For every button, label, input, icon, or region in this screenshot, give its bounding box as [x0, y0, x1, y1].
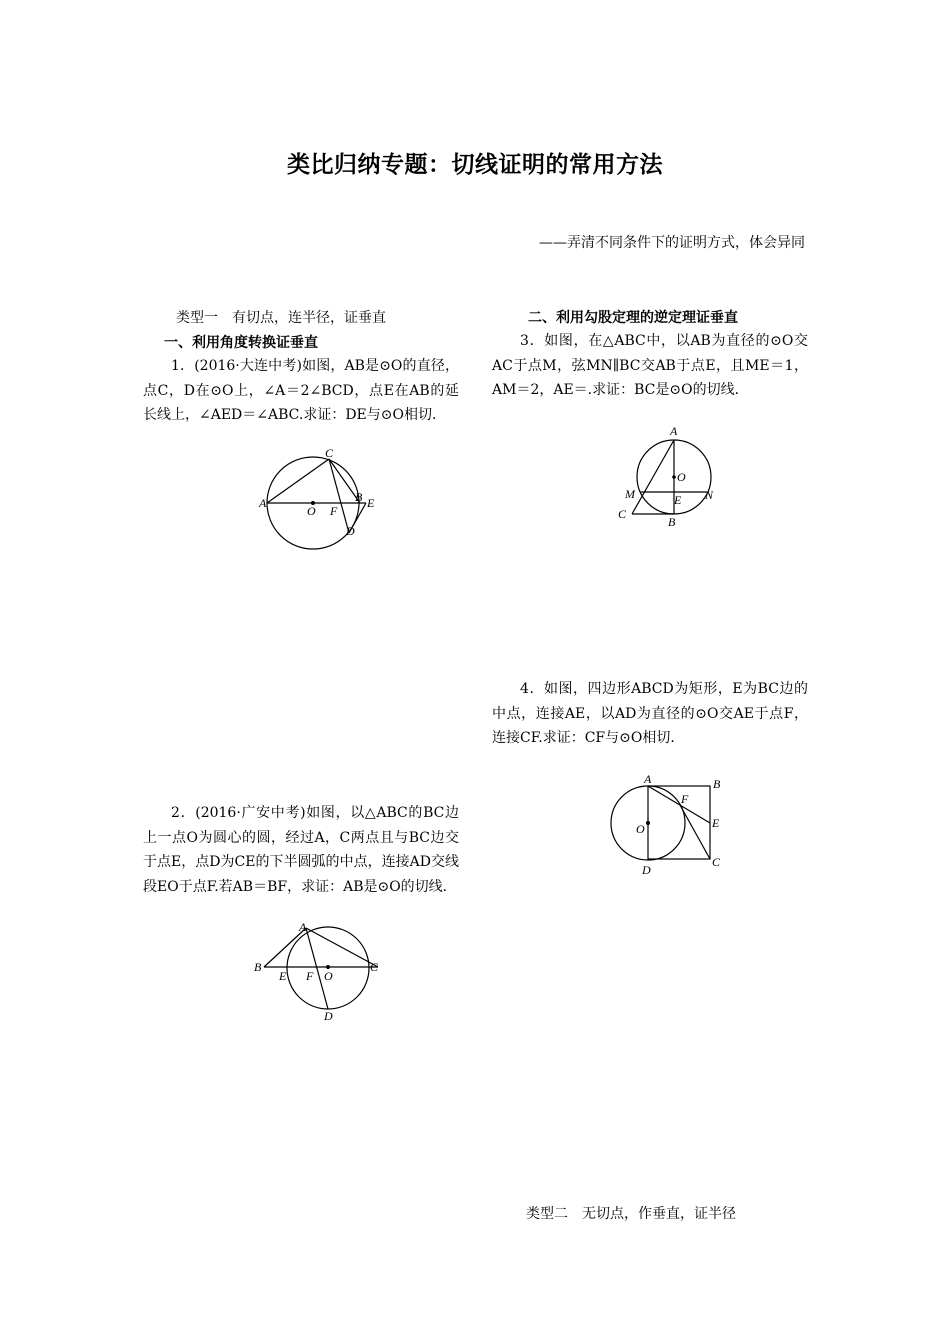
fig3-label-m: M — [625, 487, 635, 501]
fig4-label-f: F — [681, 792, 689, 806]
problem-3-text: 3．如图，在△ABC中，以AB为直径的⊙O交AC于点M，弦MN∥BC交AB于点E，且ME＝1，AM＝2，AE＝.求证：BC是⊙O的切线． — [492, 333, 808, 398]
fig4-rectangle-abcd — [648, 786, 710, 859]
fig4-label-a: A — [644, 772, 652, 786]
fig2-label-a: A — [299, 920, 307, 934]
type-two-heading: 类型二 无切点，作垂直，证半径 — [526, 1206, 736, 1222]
fig3-label-a: A — [670, 424, 678, 438]
fig1-label-b: B — [355, 490, 363, 504]
fig2-label-c: C — [370, 960, 379, 974]
figure-1 — [250, 445, 390, 550]
fig2-line-ac — [306, 928, 378, 967]
fig4-label-d: D — [642, 863, 651, 877]
fig4-label-o: O — [636, 822, 645, 836]
problem-4 — [492, 677, 808, 751]
fig4-center-dot — [646, 821, 650, 825]
fig4-line-ae — [648, 786, 710, 823]
fig1-label-e: E — [367, 496, 375, 510]
fig2-label-o: O — [324, 969, 333, 983]
problem-2-text: 2．(2016·广安中考)如图，以△ABC的BC边上一点O为圆心的圆，经过A，C两点且与BC边交于点E，点D为CE的下半圆弧的中点，连接AD交线段EO于点F.若AB＝BF，求证：AB是⊙O的切线． — [143, 805, 459, 895]
fig2-label-e: E — [279, 969, 287, 983]
fig3-line-ac — [632, 440, 674, 514]
section-two-heading: 二、利用勾股定理的逆定理证垂直 — [528, 310, 738, 326]
fig3-center-dot — [672, 475, 676, 479]
fig3-label-b: B — [668, 515, 676, 527]
fig1-label-d: D — [346, 524, 355, 538]
type-one-heading: 类型一 有切点，连半径，证垂直 — [176, 310, 386, 326]
fig4-label-e: E — [712, 816, 720, 830]
section-one-heading: 一、利用角度转换证垂直 — [164, 335, 318, 351]
fig1-label-c: C — [325, 446, 334, 460]
problem-4-text: 4．如图，四边形ABCD为矩形，E为BC边的中点，连接AE，以AD为直径的⊙O交AE于点F，连接CF.求证：CF与⊙O相切． — [492, 681, 808, 746]
fig1-chord-ac — [267, 459, 329, 503]
fig4-label-b: B — [713, 777, 721, 791]
problem-1 — [143, 354, 459, 428]
fig3-label-e: E — [674, 493, 682, 507]
fig1-label-o: O — [307, 504, 316, 518]
page-subtitle: ——弄清不同条件下的证明方式，体会异同 — [539, 235, 805, 251]
problem-1-text: 1．(2016·大连中考)如图，AB是⊙O的直径，点C，D在⊙O上，∠A＝2∠BCD，点E在AB的延长线上，∠AED＝∠ABC.求证：DE与⊙O相切． — [143, 358, 459, 423]
figure-2 — [248, 918, 393, 1020]
fig3-label-n: N — [705, 488, 714, 502]
fig2-label-d: D — [324, 1009, 333, 1020]
fig1-label-f: F — [330, 504, 338, 518]
figure-4 — [600, 770, 730, 882]
fig4-label-c: C — [712, 855, 721, 869]
fig2-label-b: B — [254, 960, 262, 974]
problem-3 — [492, 329, 808, 403]
fig3-label-c: C — [618, 507, 627, 521]
figure-3 — [612, 422, 727, 527]
fig1-label-a: A — [259, 496, 267, 510]
fig3-label-o: O — [677, 470, 686, 484]
problem-2 — [143, 801, 459, 899]
page-title: 类比归纳专题：切线证明的常用方法 — [287, 152, 663, 178]
fig2-label-f: F — [306, 969, 314, 983]
